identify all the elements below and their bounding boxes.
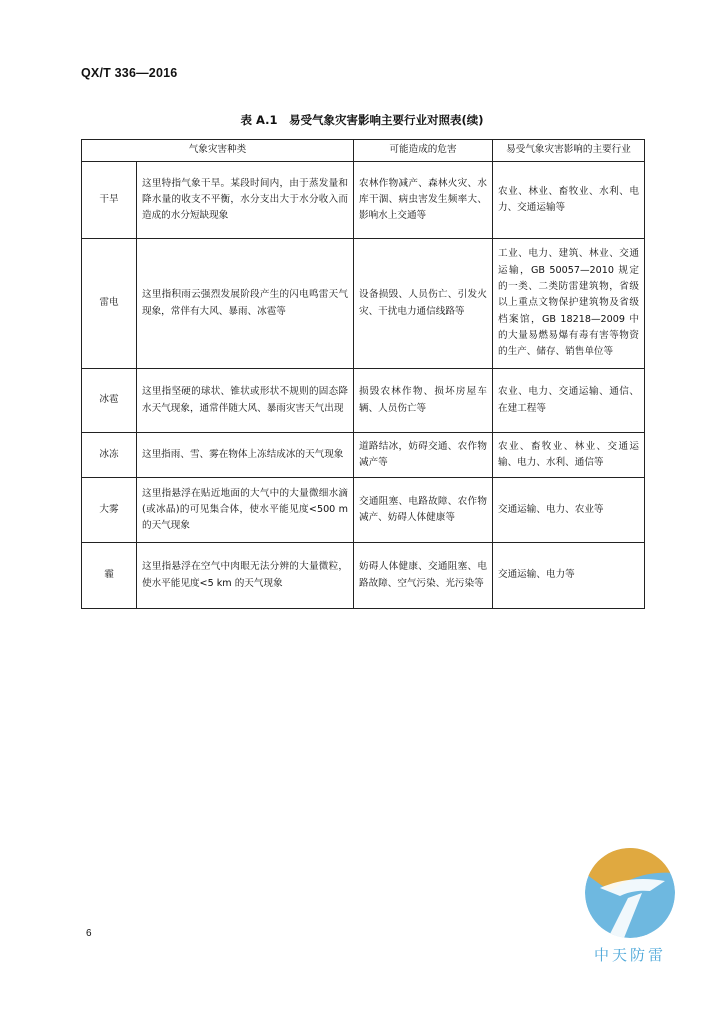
possible-hazards: 交通阻塞、电路故障、农作物减产、妨碍人体健康等 [354, 478, 493, 543]
affected-industries: 交通运输、电力、农业等 [493, 478, 645, 543]
disaster-type: 霾 [82, 543, 137, 609]
watermark-text: 中天防雷 [593, 946, 666, 964]
table-row [82, 543, 645, 609]
disaster-description: 这里指悬浮在空气中肉眼无法分辨的大量微粒，使水平能见度<5 km 的天气现象 [137, 543, 354, 609]
possible-hazards: 道路结冰，妨碍交通、农作物减产等 [354, 433, 493, 478]
disaster-type: 雷电 [82, 239, 137, 369]
affected-industries: 农业、林业、畜牧业、水利、电力、交通运输等 [493, 162, 645, 239]
disaster-type: 冰冻 [82, 433, 137, 478]
table-row [82, 239, 645, 369]
affected-industries: 农业、电力、交通运输、通信、在建工程等 [493, 369, 645, 433]
table-row [82, 162, 645, 239]
standard-code: QX/T 336—2016 [81, 66, 178, 80]
hazard-industry-table [81, 139, 645, 609]
disaster-description: 这里指雨、雪、雾在物体上冻结成冰的天气现象 [137, 433, 354, 478]
zhongtian-logo-icon [580, 843, 680, 943]
possible-hazards: 农林作物减产、森林火灾、水库干涸、病虫害发生频率大、影响水上交通等 [354, 162, 493, 239]
header-hazards: 可能造成的危害 [354, 140, 493, 162]
table-row [82, 369, 645, 433]
affected-industries: 工业、电力、建筑、林业、交通运输，GB 50057—2010 规定的一类、二类防雷建筑物，省级以上重点文物保护建筑物及省级档案馆，GB 18218—2009 中的大量易燃易爆有毒有害等物资的生产、储存、销售单位等 [493, 239, 645, 369]
affected-industries: 农业、畜牧业、林业、交通运输、电力、水利、通信等 [493, 433, 645, 478]
table-title: 表 A.1 易受气象灾害影响主要行业对照表(续) [240, 113, 484, 127]
table-header-row [82, 140, 645, 162]
disaster-description: 这里指坚硬的球状、锥状或形状不规则的固态降水天气现象，通常伴随大风、暴雨灾害天气出现 [137, 369, 354, 433]
table-row [82, 478, 645, 543]
possible-hazards: 妨碍人体健康、交通阻塞、电路故障、空气污染、光污染等 [354, 543, 493, 609]
disaster-description: 这里指积雨云强烈发展阶段产生的闪电鸣雷天气现象，常伴有大风、暴雨、冰雹等 [137, 239, 354, 369]
table-row [82, 433, 645, 478]
possible-hazards: 损毁农林作物、损坏房屋车辆、人员伤亡等 [354, 369, 493, 433]
disaster-type: 干旱 [82, 162, 137, 239]
disaster-description: 这里指悬浮在贴近地面的大气中的大量微细水滴(或冰晶)的可见集合体，使水平能见度<500 m 的天气现象 [137, 478, 354, 543]
header-industries: 易受气象灾害影响的主要行业 [493, 140, 645, 162]
page-number: 6 [86, 928, 92, 939]
possible-hazards: 设备损毁、人员伤亡、引发火灾、干扰电力通信线路等 [354, 239, 493, 369]
disaster-type: 冰雹 [82, 369, 137, 433]
disaster-type: 大雾 [82, 478, 137, 543]
header-disaster-type: 气象灾害种类 [82, 140, 354, 162]
affected-industries: 交通运输、电力等 [493, 543, 645, 609]
disaster-description: 这里特指气象干旱。某段时间内，由于蒸发量和降水量的收支不平衡，水分支出大于水分收入而造成的水分短缺现象 [137, 162, 354, 239]
